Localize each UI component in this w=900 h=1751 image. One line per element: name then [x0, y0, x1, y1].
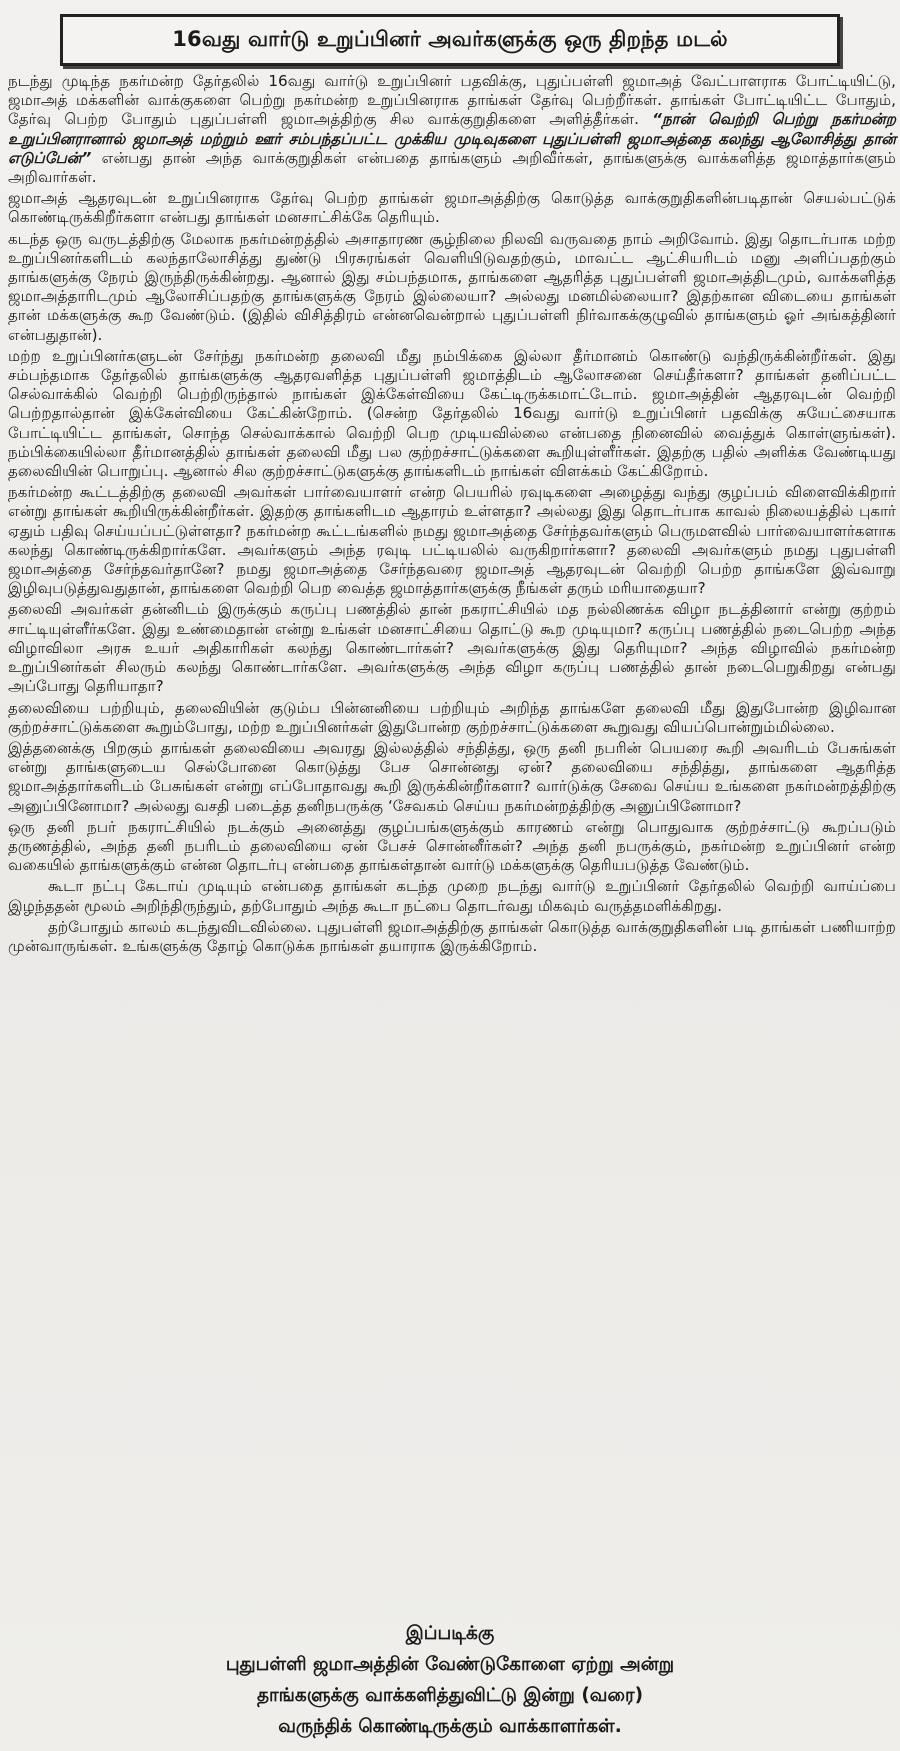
headline: 16வது வார்டு உறுப்பினர் அவர்களுக்கு ஒரு திறந்த மடல் — [172, 26, 728, 51]
paragraph-6: தலைவி அவர்கள் தன்னிடம் இருக்கும் கருப்பு பணத்தில் தான் நகராட்சியில் மத நல்லிணக்க விழா நடத்தினார் என்று குற்றம் சாட்டியுள்ளீர்களே. இது உண்மைதான் என்று உங்கள் மனசாட்சியை தொட்டு கூற முடியுமா? கருப்பு பணத்தில் நடைபெற்ற அந்த விழாவிலா அரசு உயர் அதிகாரிகள் கலந்து கொண்டார்கள்? அவர்களுக்கு இது தெரியுமா? அந்த விழாவில் நகர்மன்ற உறுப்பினர்கள் சிலரும் கலந்து கொண்டார்களே. அவர்களுக்கு அந்த விழா கருப்பு பணத்தில் தான் நடைபெறுகிறது என்பது அப்போது தெரியாதா? — [8, 600, 896, 696]
paragraph-10: கூடா நட்பு கேடாய் முடியும் என்பதை தாங்கள் கடந்த முறை நடந்து வார்டு உறுப்பினர் தேர்தலில் வெற்றி வாய்ப்பை இழந்ததன் மூலம் அறிந்திருந்தும், தற்போதும் அந்த கூடா நட்பை தொடர்வது மிகவும் வருத்தமளிக்கிறது. — [8, 877, 896, 915]
paragraph-3: கடந்த ஒரு வருடத்திற்கு மேலாக நகர்மன்றத்தில் அசாதாரண சூழ்நிலை நிலவி வருவதை நாம் அறிவோம். இது தொடர்பாக மற்ற உறுப்பினர்களிடம் கலந்தாலோசித்து துண்டு பிரசுரங்கள் வெளியிடுவதற்கும், மாவட்ட ஆட்சியரிடம் மனு அளிப்பதற்கும் தாங்களுக்கு நேரம் இருந்திருக்கின்றது. ஆனால் இது சம்பந்தமாக, தாங்களை ஆதரித்த புதுப்பள்ளி ஜமாஅத்திடமும், வாக்களித்த ஜமாஅத்தாரிடமும் ஆலோசிப்பதற்கு தாங்களுக்கு நேரம் இல்லையா? அல்லது மனமில்லையா? இதற்கான விடையை தாங்கள் தான் மக்களுக்கு கூற வேண்டும். (இதில் விசித்திரம் என்னவென்றால் புதுப்பள்ளி நிர்வாகக்குழுவில் தாங்களும் ஓர் அங்கத்தினர் என்பதுதான்). — [8, 229, 896, 344]
letter-body — [8, 72, 896, 958]
signoff-line-3: தாங்களுக்கு வாக்களித்துவிட்டு இன்று (வரை) — [256, 1685, 644, 1706]
quoted-promise: “நான் வெற்றி பெற்று நகர்மன்ற உறுப்பினரானால் ஜமாஅத் மற்றும் ஊர் சம்பந்தப்பட்ட முக்கிய முடிவுகளை புதுப்பள்ளி ஜமாஅத்தை கலந்து ஆலோசித்து தான் எடுப்பேன்” — [8, 110, 896, 167]
paragraph-7: தலைவியை பற்றியும், தலைவியின் குடும்ப பின்னனியை பற்றியும் அறிந்த தாங்களே தலைவி மீது இதுபோன்ற இழிவான குற்றச்சாட்டுக்களை கூறும்போது, மற்ற உறுப்பினர்கள் இதுபோன்ற குற்றச்சாட்டுக்களை கூறுவது வியப்பொன்றும்மில்லை. — [8, 698, 896, 736]
paragraph-5: நகர்மன்ற கூட்டத்திற்கு தலைவி அவர்கள் பார்வையாளர் என்ற பெயரில் ரவுடிகளை அழைத்து வந்து குழப்பம் விளைவிக்கிறார் என்று தாங்கள் கூறியிருக்கின்றீர்கள். இதற்கு தாங்களிடம ஆதாரம் உள்ளதா? அல்லது இது தொடர்பாக காவல் நிலையத்தில் புகார் ஏதும் பதிவு செய்யப்பட்டுள்ளதா? நகர்மன்ற கூட்டங்களில் நமது ஜமாஅத்தை சேர்ந்தவர்களும் பெருமளவில் பார்வையாளர்களாக கலந்து கொண்டிருக்கிறார்களே. அவர்களும் அந்த ரவுடி பட்டியலில் வருகிறார்களா? தலைவி அவர்களும் நமது புதுபள்ளி ஜமாஅத்தை சேர்ந்தவர்தானே? நமது ஜமாஅத்தை சேர்ந்தவரை ஜமாஅத் ஆதரவுடன் வெற்றி பெற்ற தாங்களே இவ்வாறு இழிவுபடுத்துவதுதான், தாங்களை வெற்றி பெற வைத்த ஜமாத்தார்களுக்கு நீங்கள் தரும் மரியாதையா? — [8, 483, 896, 598]
paragraph-2: ஜமாஅத் ஆதரவுடன் உறுப்பினராக தேர்வு பெற்ற தாங்கள் ஜமாஅத்திற்கு கொடுத்த வாக்குறுதிகளின்படிதான் செயல்பட்டுக் கொண்டிருக்கிறீர்களா என்பது தாங்கள் மனசாட்சிக்கே தெரியும். — [8, 189, 896, 227]
signoff-line-1: இப்படிக்கு — [405, 1623, 495, 1644]
headline-box — [60, 14, 840, 66]
signoff-line-2: புதுபள்ளி ஜமாஅத்தின் வேண்டுகோளை ஏற்று அன்று — [225, 1654, 675, 1675]
signoff-line-4: வருந்திக் கொண்டிருக்கும் வாக்காளர்கள். — [278, 1716, 622, 1737]
paragraph-8: இத்தனைக்கு பிறகும் தாங்கள் தலைவியை அவரது இல்லத்தில் சந்தித்து, ஒரு தனி நபரின் பெயரை கூறி அவரிடம் பேசுங்கள் என்று தாங்களுடைய செல்போனை கொடுத்து பேச சொன்னது ஏன்? தலைவியை சந்தித்து, தாங்களை ஆதரித்த ஜமாஅத்தார்களிடம் பேசுங்கள் என்று எப்போதாவது கூறி இருக்கின்றீர்களா? வார்டுக்கு சேவை செய்ய உங்களை நகர்மன்றத்திற்கு அனுப்பினோமா? அல்லது வசதி படைத்த தனிநபருக்கு ‘சேவகம் செய்ய நகர்மன்றத்திற்கு அனுப்பினோமா? — [8, 738, 896, 815]
paragraph-1: நடந்து முடிந்த நகர்மன்ற தேர்தலில் 16வது வார்டு உறுப்பினர் பதவிக்கு, புதுப்பள்ளி ஜமாஅத் வேட்பாளராக போட்டியிட்டு, ஜமாஅத் மக்களின் வாக்குகளை பெற்று நகர்மன்ற உறுப்பினராக தாங்கள் தேர்வு பெற்றீர்கள். தாங்கள் போட்டியிட்ட போதும், தேர்வு பெற்ற போதும் புதுப்பள்ளி ஜமாஅத்திற்கு சில வாக்குறுதிகளை அளித்தீர்கள். “நான் வெற்றி பெற்று நகர்மன்ற உறுப்பினரானால் ஜமாஅத் மற்றும் ஊர் சம்பந்தப்பட்ட முக்கிய முடிவுகளை புதுப்பள்ளி ஜமாஅத்தை கலந்து ஆலோசித்து தான் எடுப்பேன்” என்பது தான் அந்த வாக்குறுதிகள் என்பதை தாங்களும் அறிவீர்கள், தாங்களுக்கு வாக்களித்த ஜமாத்தார்களும் அறிவார்கள். — [8, 72, 896, 187]
signature-block — [0, 1618, 900, 1742]
paragraph-9: ஒரு தனி நபர் நகராட்சியில் நடக்கும் அனைத்து குழப்பங்களுக்கும் காரணம் என்று பொதுவாக குற்றச்சாட்டு கூறப்படும் தருணத்தில், அந்த தனி நபரிடம் தலைவியை ஏன் பேசச் சொன்னீர்கள்? அந்த தனி நபருக்கும், நகர்மன்ற உறுப்பினர் என்ற வகையில் தாங்களுக்கும் என்ன தொடர்பு என்பதை தாங்கள்தான் வார்டு மக்களுக்கு தெரியபடுத்த வேண்டும். — [8, 817, 896, 875]
paragraph-11: தற்போதும் காலம் கடந்துவிடவில்லை. புதுபள்ளி ஜமாஅத்திற்கு தாங்கள் கொடுத்த வாக்குறுதிகளின் படி தாங்கள் பணியாற்ற முன்வாருங்கள். உங்களுக்கு தோழ் கொடுக்க நாங்கள் தயாராக இருக்கிறோம். — [8, 917, 896, 955]
paragraph-4: மற்ற உறுப்பினர்களுடன் சேர்ந்து நகர்மன்ற தலைவி மீது நம்பிக்கை இல்லா தீர்மானம் கொண்டு வந்திருக்கின்றீர்கள். இது சம்பந்தமாக தேர்தலில் தாங்களுக்கு ஆதரவளித்த புதுப்பள்ளி ஜமாத்திடம் ஆலோசனை செய்தீர்களா? தாங்கள் தனிப்பட்ட செல்வாக்கில் வெற்றி பெற்றிருந்தால் நாங்கள் இக்கேள்வியை கேட்டிருக்கமாட்டோம். ஜமாஅத்தின் ஆதரவுடன் வெற்றி பெற்றதால்தான் இக்கேள்வியை கேட்கின்றோம். (சென்ற தேர்தலில் 16வது வார்டு உறுப்பினர் பதவிக்கு சுயேட்சையாக போட்டியிட்ட தாங்கள், சொந்த செல்வாக்கால் வெற்றி பெற முடியவில்லை என்பதை நினைவில் வைத்துக் கொள்ளுங்கள்). நம்பிக்கையில்லா தீர்மானத்தில் தாங்கள் தலைவி மீது பல குற்றச்சாட்டுக்களை கூறியுள்ளீர்கள். இதற்கு பதில் அளிக்க வேண்டியது தலைவியின் பொறுப்பு. ஆனால் சில குற்றச்சாட்டுகளுக்கு தாங்களிடம் நாங்கள் விளக்கம் கேட்கிறோம். — [8, 346, 896, 481]
